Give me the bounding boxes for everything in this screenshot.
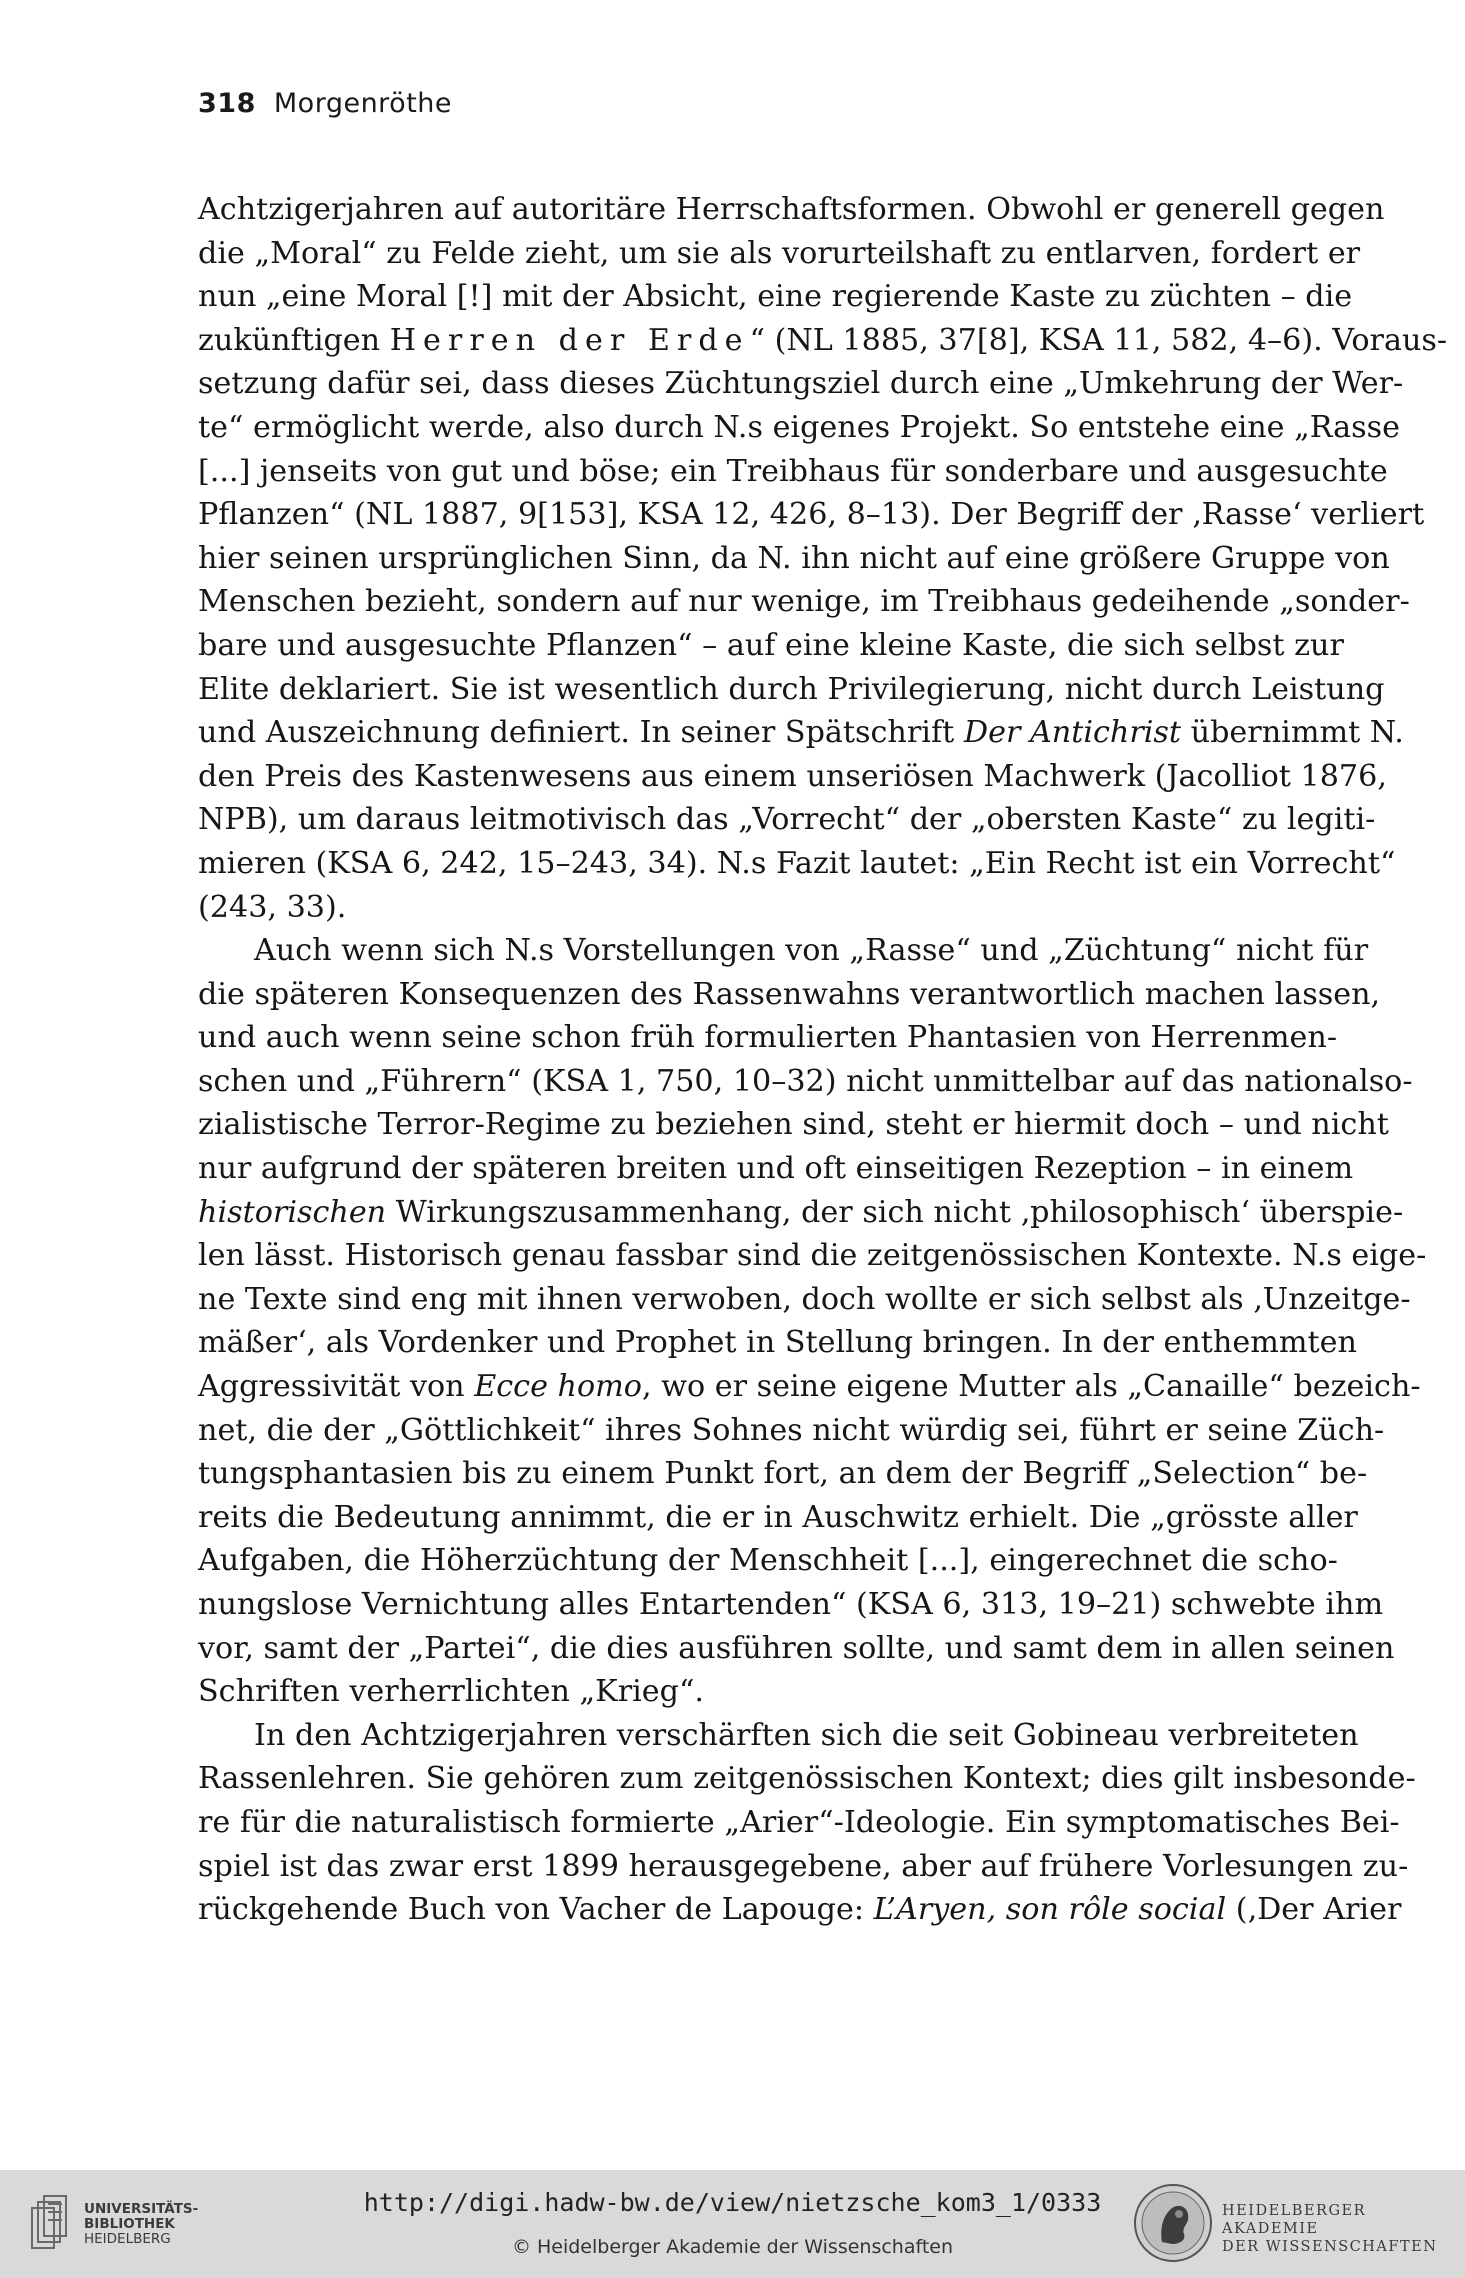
text-line: [198, 1365, 1421, 1409]
library-name-line: HEIDELBERG: [84, 2231, 171, 2247]
text-run: mieren (KSA 6, 242, 15–243, 34). N.s Fazit lautet: „Ein Recht ist ein Vorrecht“: [198, 845, 1396, 881]
text-run: Wirkungszusammenhang, der sich nicht ‚philosophisch‘ überspie-: [386, 1194, 1404, 1230]
italic-text: Ecce homo: [474, 1369, 642, 1405]
library-name-line: UNIVERSITÄTS-: [84, 2201, 199, 2217]
text-run: bare und ausgesuchte Pflanzen“ – auf eine kleine Kaste, die sich selbst zur: [198, 627, 1344, 663]
academy-name-line: HEIDELBERGER AKADEMIE: [1222, 2203, 1367, 2237]
text-line: [198, 1539, 1338, 1583]
text-run: die späteren Konsequenzen des Rassenwahns verantwortlich machen lassen,: [198, 976, 1381, 1012]
body-text: [198, 188, 1448, 1932]
text-run: reits die Bedeutung annimmt, die er in Auschwitz erhielt. Die „grösste aller: [198, 1499, 1358, 1535]
text-run: Menschen bezieht, sondern auf nur wenige, im Treibhaus gedeihende „sonder-: [198, 584, 1410, 620]
text-run: te“ ermöglicht werde, also durch N.s eigenes Projekt. So entstehe eine „Rasse: [198, 409, 1401, 445]
text-line: [198, 711, 1404, 755]
text-line: [198, 275, 1353, 319]
text-line: [198, 842, 1396, 886]
text-run: setzung dafür sei, dass dieses Züchtungsziel durch eine „Umkehrung der Wer-: [198, 366, 1404, 402]
text-line: [198, 1060, 1413, 1104]
text-line: [198, 580, 1410, 624]
text-line: [198, 537, 1390, 581]
text-run: “ (NL 1885, 37[8], KSA 11, 582, 4–6). Voraus-: [749, 322, 1448, 358]
text-line: [198, 755, 1387, 799]
footer-bar: [0, 2170, 1465, 2278]
academy-name-line: DER WISSENSCHAFTEN: [1222, 2239, 1438, 2255]
academy-name: [1222, 2202, 1465, 2256]
text-line: [198, 1278, 1411, 1322]
spaced-text: Herren der Erde: [389, 322, 750, 358]
text-run: mäßer‘, als Vordenker und Prophet in Stellung bringen. In der enthemmten: [198, 1325, 1357, 1361]
text-line: [198, 1801, 1400, 1845]
text-run: nur aufgrund der späteren breiten und oft einseitigen Rezeption – in einem: [198, 1151, 1354, 1187]
text-run: Aggressivität von: [198, 1369, 475, 1405]
text-run: net, die der „Göttlichkeit“ ihres Sohnes nicht würdig sei, führt er seine Züch-: [198, 1412, 1385, 1448]
text-run: (243, 33).: [198, 889, 347, 925]
text-run: Elite deklariert. Sie ist wesentlich durch Privilegierung, nicht durch Leistung: [198, 671, 1385, 707]
text-line: [198, 1845, 1409, 1889]
text-line: [198, 232, 1361, 276]
paragraph: [198, 1714, 1416, 1932]
text-run: (‚Der Arier: [1226, 1892, 1402, 1928]
text-run: schen und „Führern“ (KSA 1, 750, 10–32) nicht unmittelbar auf das nationalso-: [198, 1063, 1413, 1099]
text-line: [198, 1321, 1357, 1365]
text-line: [198, 886, 1296, 930]
text-run: len lässt. Historisch genau fassbar sind die zeitgenössischen Kontexte. N.s eige-: [198, 1238, 1427, 1274]
text-line: [198, 493, 1425, 537]
text-line: [198, 1627, 1395, 1671]
library-name-line: BIBLIOTHEK: [84, 2216, 175, 2232]
text-line: [198, 973, 1381, 1017]
text-line: [198, 1191, 1404, 1235]
text-run: Auch wenn sich N.s Vorstellungen von „Rasse“ und „Züchtung“ nicht für: [254, 933, 1369, 969]
text-line: [198, 1888, 1402, 1932]
running-title: Morgenröthe: [273, 88, 453, 119]
text-run: NPB), um daraus leitmotivisch das „Vorrecht“ der „obersten Kaste“ zu legiti-: [198, 802, 1376, 838]
text-line: [198, 319, 1448, 363]
text-run: spiel ist das zwar erst 1899 herausgegebene, aber auf frühere Vorlesungen zu-: [198, 1848, 1409, 1884]
digital-copy-url[interactable]: http://digi.hadw-bw.de/view/nietzsche_kom3_1/0333: [363, 2188, 1102, 2217]
running-head: [198, 88, 452, 119]
paragraph: [198, 929, 1427, 1714]
academy-seal-icon: [1132, 2182, 1214, 2264]
text-line: [198, 1452, 1368, 1496]
text-line: [198, 929, 1369, 973]
page-number: 318: [198, 88, 256, 119]
text-run: In den Achtzigerjahren verschärften sich die seit Gobineau verbreiteten: [254, 1717, 1359, 1753]
text-line: [198, 1409, 1385, 1453]
text-line: [198, 406, 1401, 450]
paragraph: [198, 188, 1448, 929]
text-line: [198, 798, 1376, 842]
italic-text: Der Antichrist: [963, 715, 1182, 751]
text-line: [198, 1016, 1338, 1060]
text-line: [198, 1757, 1416, 1801]
text-run: Pflanzen“ (NL 1887, 9[153], KSA 12, 426, 8–13). Der Begriff der ‚Rasse‘ verliert: [198, 497, 1425, 533]
text-run: vor, samt der „Partei“, die dies ausführen sollte, und samt dem in allen seinen: [198, 1630, 1395, 1666]
text-line: [198, 188, 1385, 232]
italic-text: L’Aryen, son rôle social: [873, 1892, 1227, 1928]
text-line: [198, 1583, 1384, 1627]
text-run: den Preis des Kastenwesens aus einem unseriösen Machwerk (Jacolliot 1876,: [198, 758, 1387, 794]
text-run: nungslose Vernichtung alles Entartenden“ (KSA 6, 313, 19–21) schwebte ihm: [198, 1587, 1384, 1622]
text-run: übernimmt N.: [1181, 715, 1404, 751]
text-run: tungsphantasien bis zu einem Punkt fort, an dem der Begriff „Selection“ be-: [198, 1456, 1368, 1492]
text-run: Achtzigerjahren auf autoritäre Herrschaftsformen. Obwohl er generell gegen: [198, 192, 1385, 227]
text-run: nun „eine Moral [!] mit der Absicht, eine regierende Kaste zu züchten – die: [198, 279, 1353, 315]
text-run: ne Texte sind eng mit ihnen verwoben, doch wollte er sich selbst als ‚Unzeitge-: [198, 1281, 1411, 1317]
text-line: [198, 1234, 1427, 1278]
text-line: [198, 1147, 1354, 1191]
text-line: [198, 1496, 1358, 1540]
text-line: [198, 362, 1404, 406]
text-run: Rassenlehren. Sie gehören zum zeitgenössischen Kontext; dies gilt insbesonde-: [198, 1761, 1416, 1797]
text-line: [198, 624, 1344, 668]
text-run: und auch wenn seine schon früh formulierten Phantasien von Herrenmen-: [198, 1020, 1338, 1056]
text-line: [198, 668, 1385, 712]
text-run: , wo er seine eigene Mutter als „Canaille“ bezeich-: [641, 1369, 1421, 1405]
copyright-notice: © Heidelberger Akademie der Wissenschaften: [511, 2236, 954, 2258]
text-run: zialistische Terror-Regime zu beziehen sind, steht er hiermit doch – und nicht: [198, 1107, 1389, 1143]
text-line: [198, 1714, 1359, 1758]
text-run: Schriften verherrlichten „Krieg“.: [198, 1674, 705, 1710]
italic-text: historischen: [198, 1194, 387, 1230]
text-run: die „Moral“ zu Felde zieht, um sie als vorurteilshaft zu entlarven, fordert er: [198, 235, 1361, 271]
text-run: und Auszeichnung definiert. In seiner Spätschrift: [198, 715, 964, 751]
text-line: [198, 1670, 1296, 1714]
text-run: hier seinen ursprünglichen Sinn, da N. ihn nicht auf eine größere Gruppe von: [198, 540, 1390, 576]
text-run: re für die naturalistisch formierte „Arier“-Ideologie. Ein symptomatisches Bei-: [198, 1804, 1400, 1840]
text-run: zukünftigen: [198, 322, 390, 358]
text-line: [198, 450, 1388, 494]
text-run: rückgehende Buch von Vacher de Lapouge:: [198, 1892, 874, 1928]
text-run: [...] jenseits von gut und böse; ein Treibhaus für sonderbare und ausgesuchte: [198, 453, 1388, 489]
text-run: Aufgaben, die Höherzüchtung der Menschheit [...], eingerechnet die scho-: [198, 1543, 1338, 1579]
text-line: [198, 1103, 1389, 1147]
